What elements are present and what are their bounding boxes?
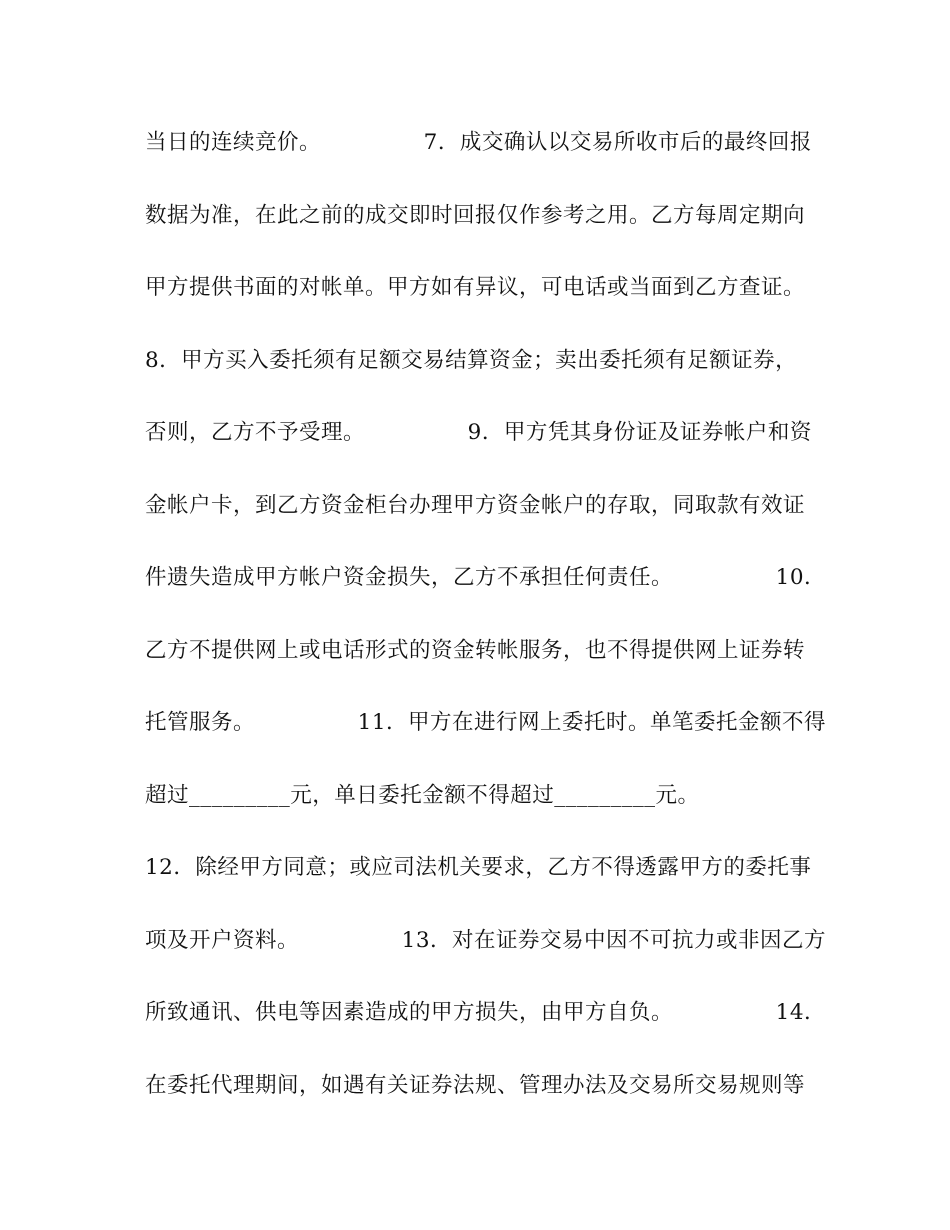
text-line: 否则，乙方不予受理。 9．甲方凭其身份证及证券帐户和资 bbox=[145, 420, 812, 445]
text-line: 项及开户资料。 13．对在证券交易中因不可抗力或非因乙方 bbox=[145, 927, 827, 953]
text-line: 乙方不提供网上或电话形式的资金转帐服务，也不得提供网上证券转 bbox=[145, 637, 806, 663]
text-line: 金帐户卡，到乙方资金柜台办理甲方资金帐户的存取，同取款有效证 bbox=[145, 492, 806, 518]
text-line: 在委托代理期间，如遇有关证券法规、管理办法及交易所交易规则等 bbox=[145, 1072, 806, 1098]
text-line: 件遗失造成甲方帐户资金损失，乙方不承担任何责任。 10． bbox=[145, 565, 827, 590]
text-line: 甲方提供书面的对帐单。甲方如有异议，可电话或当面到乙方查证。 bbox=[145, 275, 806, 300]
text-line: 数据为准，在此之前的成交即时回报仅作参考之用。乙方每周定期向 bbox=[145, 202, 806, 228]
text-line: 所致通讯、供电等因素造成的甲方损失，由甲方自负。 14． bbox=[145, 1000, 827, 1025]
text-line: 当日的连续竞价。 7．成交确认以交易所收市后的最终回报 bbox=[145, 130, 812, 155]
text-line: 8．甲方买入委托须有足额交易结算资金；卖出委托须有足额证券， bbox=[145, 347, 798, 373]
text-line: 12．除经甲方同意；或应司法机关要求，乙方不得透露甲方的委托事 bbox=[145, 855, 812, 880]
contract-text-body bbox=[145, 121, 827, 1136]
text-line: 超过_________元，单日委托金额不得超过_________元。 bbox=[145, 782, 700, 808]
text-line: 托管服务。 11．甲方在进行网上委托时。单笔委托金额不得 bbox=[145, 710, 827, 735]
